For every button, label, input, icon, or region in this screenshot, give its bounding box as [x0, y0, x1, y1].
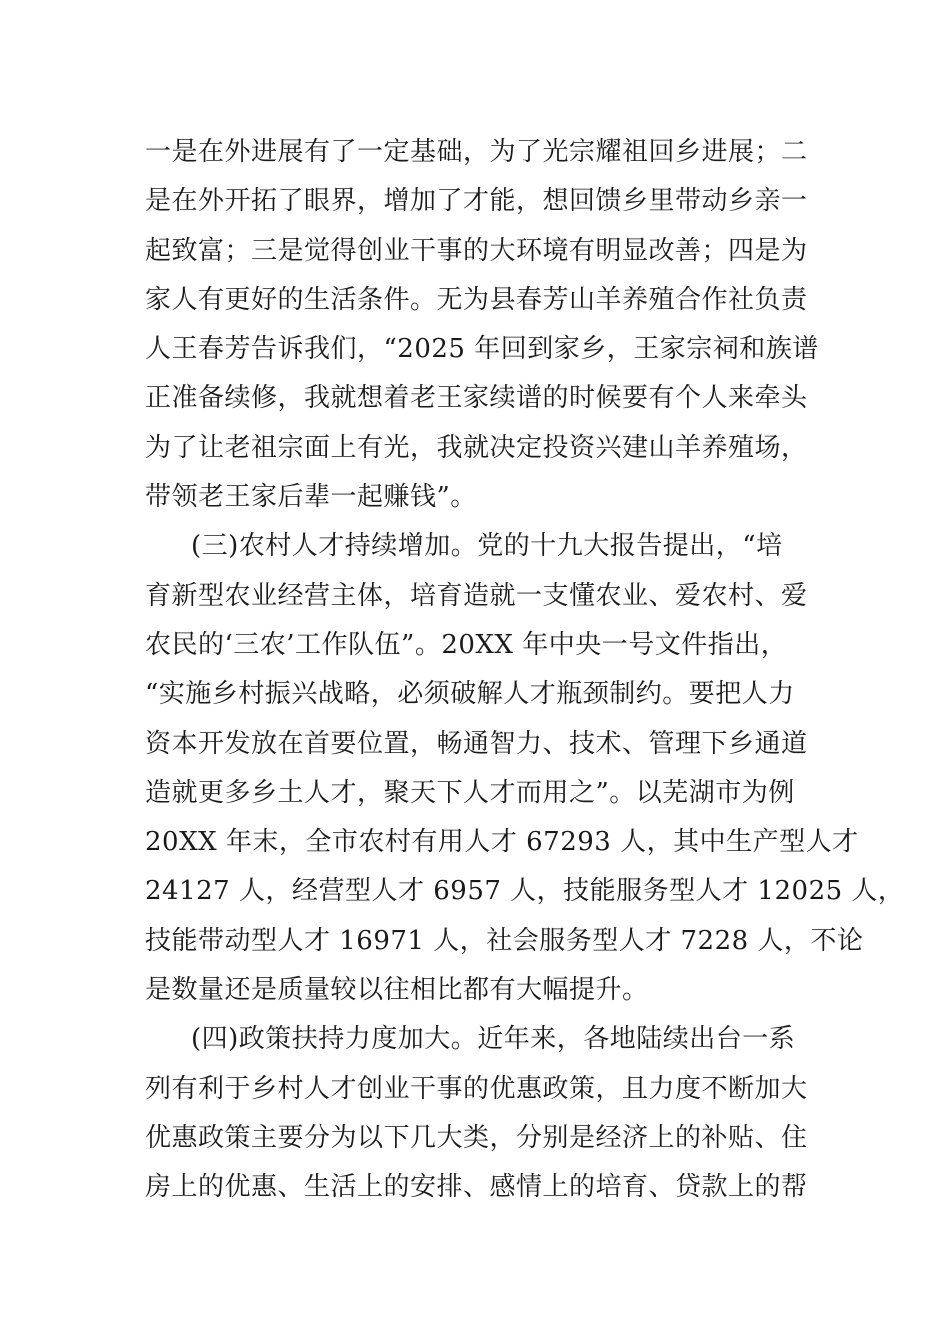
- text-line: 人王春芳告诉我们，“2025 年回到家乡，王家宗祠和族谱: [145, 334, 819, 365]
- text-line: 资本开发放在首要位置，畅通智力、技术、管理下乡通道: [145, 728, 808, 759]
- text-line: “实施乡村振兴战略，必须破解人才瓶颈制约。要把人力: [145, 679, 795, 710]
- text-line: 农民的‘三农’工作队伍”。20XX 年中央一号文件指出，: [145, 629, 788, 660]
- text-line: 是在外开拓了眼界，增加了才能，想回馈乡里带动乡亲一: [145, 186, 808, 217]
- text-line: 房上的优惠、生活上的安排、感情上的培育、贷款上的帮: [145, 1172, 808, 1203]
- paragraph-heading-line: (三)农村人才持续增加。党的十九大报告提出，“培: [191, 531, 783, 562]
- text-line: 带领老王家后辈一起赚钱”。: [145, 482, 477, 513]
- text-line: 正准备续修，我就想着老王家续谱的时候要有个人来牵头: [145, 383, 808, 414]
- paragraph-heading-line: (四)政策扶持力度加大。近年来，各地陆续出台一系: [191, 1024, 796, 1055]
- text-line: 起致富；三是觉得创业干事的大环境有明显改善；四是为: [145, 235, 808, 266]
- text-line: 技能带动型人才 16971 人，社会服务型人才 7228 人，不论: [145, 925, 864, 956]
- text-line: 24127 人，经营型人才 6957 人，技能服务型人才 12025 人，: [145, 876, 905, 907]
- text-line: 为了让老祖宗面上有光，我就决定投资兴建山羊养殖场，: [145, 432, 808, 463]
- text-line: 家人有更好的生活条件。无为县春芳山羊养殖合作社负责: [145, 284, 808, 315]
- text-line: 育新型农业经营主体，培育造就一支懂农业、爱农村、爱: [145, 580, 808, 611]
- body-text: [145, 128, 905, 1213]
- text-line: 列有利于乡村人才创业干事的优惠政策，且力度不断加大: [145, 1073, 808, 1104]
- text-line: 一是在外进展有了一定基础，为了光宗耀祖回乡进展；二: [145, 137, 808, 167]
- text-line: 优惠政策主要分为以下几大类，分别是经济上的补贴、住: [145, 1122, 808, 1153]
- text-line: 是数量还是质量较以往相比都有大幅提升。: [145, 975, 649, 1006]
- text-line: 造就更多乡土人才，聚天下人才而用之”。以芜湖市为例: [145, 777, 795, 808]
- text-line: 20XX 年末，全市农村有用人才 67293 人，其中生产型人才: [145, 827, 859, 858]
